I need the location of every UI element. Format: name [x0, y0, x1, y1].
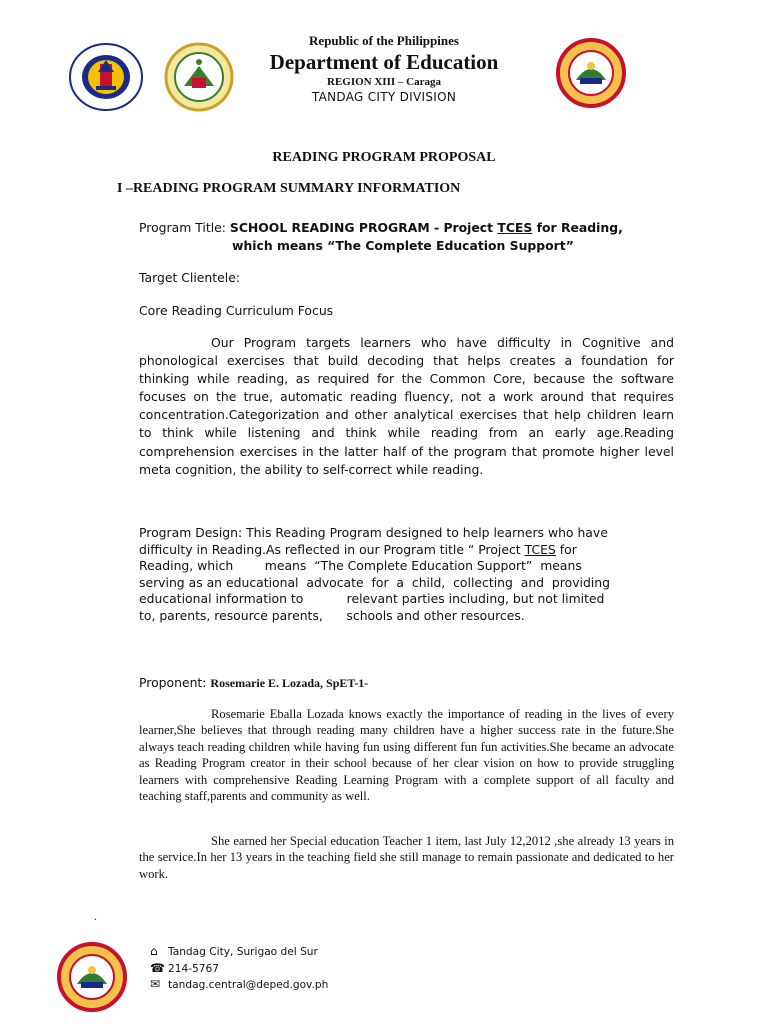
deped-seal-logo — [68, 42, 144, 112]
target-clientele: Target Clientele: — [139, 270, 241, 285]
program-title-value: SCHOOL READING PROGRAM - Project TCES for Reading, — [229, 220, 623, 235]
design-line: Program Design: This Reading Program designed to help learners who have — [139, 525, 608, 540]
program-title-link: TCES — [497, 220, 533, 235]
tandag-city-seal-logo — [164, 42, 234, 112]
footer-phone: ☎ 214-5767 — [150, 961, 220, 975]
bio-paragraph-1: Rosemarie Eballa Lozada knows exactly the importance of reading in the lives of every learner,She believes that through reading many children have a higher success rate in the future.She always teach reading children while having fun using different fun fun activities.She became an advocate as Reading Program creator in their school because of her clear vision on how to provide struggling learners with comprehensive Reading Learning Program with a complete support of all faculty and teaching staff,parents and community as well. — [139, 707, 674, 804]
program-title — [139, 219, 679, 237]
footer-address: ⌂ Tandag City, Surigao del Sur — [150, 944, 318, 958]
core-focus-paragraph: Our Program targets learners who have difficulty in Cognitive and phonological exercises that build decoding that helps creates a foundation for thinking while reading, as required for the Common Core, because the software focuses on the true, automatic reading fluency, not a work around that requires concentration.Categorization and other analytical exercises that help children learn to think while listening and think while reading from an early age.Reading comprehension exercises in the latter half of the program that promote higher level meta cognition, the ability to self-correct while reading. — [139, 335, 674, 477]
proponent-label: Proponent: — [139, 675, 211, 690]
summary-title: I –READING PROGRAM SUMMARY INFORMATION — [117, 181, 461, 196]
program-title-label: Program Title: — [139, 220, 230, 235]
design-line: serving as an educational advocate for a child, collecting and providing — [139, 574, 610, 590]
stray-mark: . — [94, 909, 97, 923]
footer-school-seal-logo — [57, 942, 127, 1012]
design-link: TCES — [524, 541, 556, 557]
republic-heading: Republic of the Philippines — [309, 33, 459, 48]
core-focus-heading: Core Reading Curriculum Focus — [139, 303, 334, 318]
proponent-name: Rosemarie E. Lozada, SpET-1- — [210, 676, 369, 690]
bio-paragraph-2: She earned her Special education Teacher 1 item, last July 12,2012 ,she already 13 years in the service.In her 13 years in the teaching field she still manage to remain passionate and dedicated to her work. — [139, 834, 674, 881]
program-design — [139, 525, 674, 625]
proponent — [139, 674, 368, 692]
region-heading: REGION XIII – Caraga — [327, 76, 441, 88]
proposal-title: READING PROGRAM PROPOSAL — [272, 150, 496, 165]
program-title-line2: which means “The Complete Education Support” — [232, 238, 574, 253]
department-heading: Department of Education — [269, 50, 499, 74]
phone-icon: ☎ — [150, 961, 165, 975]
design-line: to, parents, resource parents, schools and other resources. — [139, 607, 525, 623]
house-icon: ⌂ — [150, 944, 158, 958]
footer-email: ✉ tandag.central@deped.gov.ph — [150, 977, 329, 991]
division-heading: TANDAG CITY DIVISION — [311, 90, 457, 104]
envelope-icon: ✉ — [150, 977, 161, 991]
design-line: Reading, which means “The Complete Education Support” means — [139, 558, 582, 574]
school-seal-logo — [556, 38, 626, 108]
design-line: educational information to relevant parties including, but not limited — [139, 591, 605, 607]
design-line: difficulty in Reading.As reflected in our Program title “ Project TCES for — [139, 541, 577, 557]
